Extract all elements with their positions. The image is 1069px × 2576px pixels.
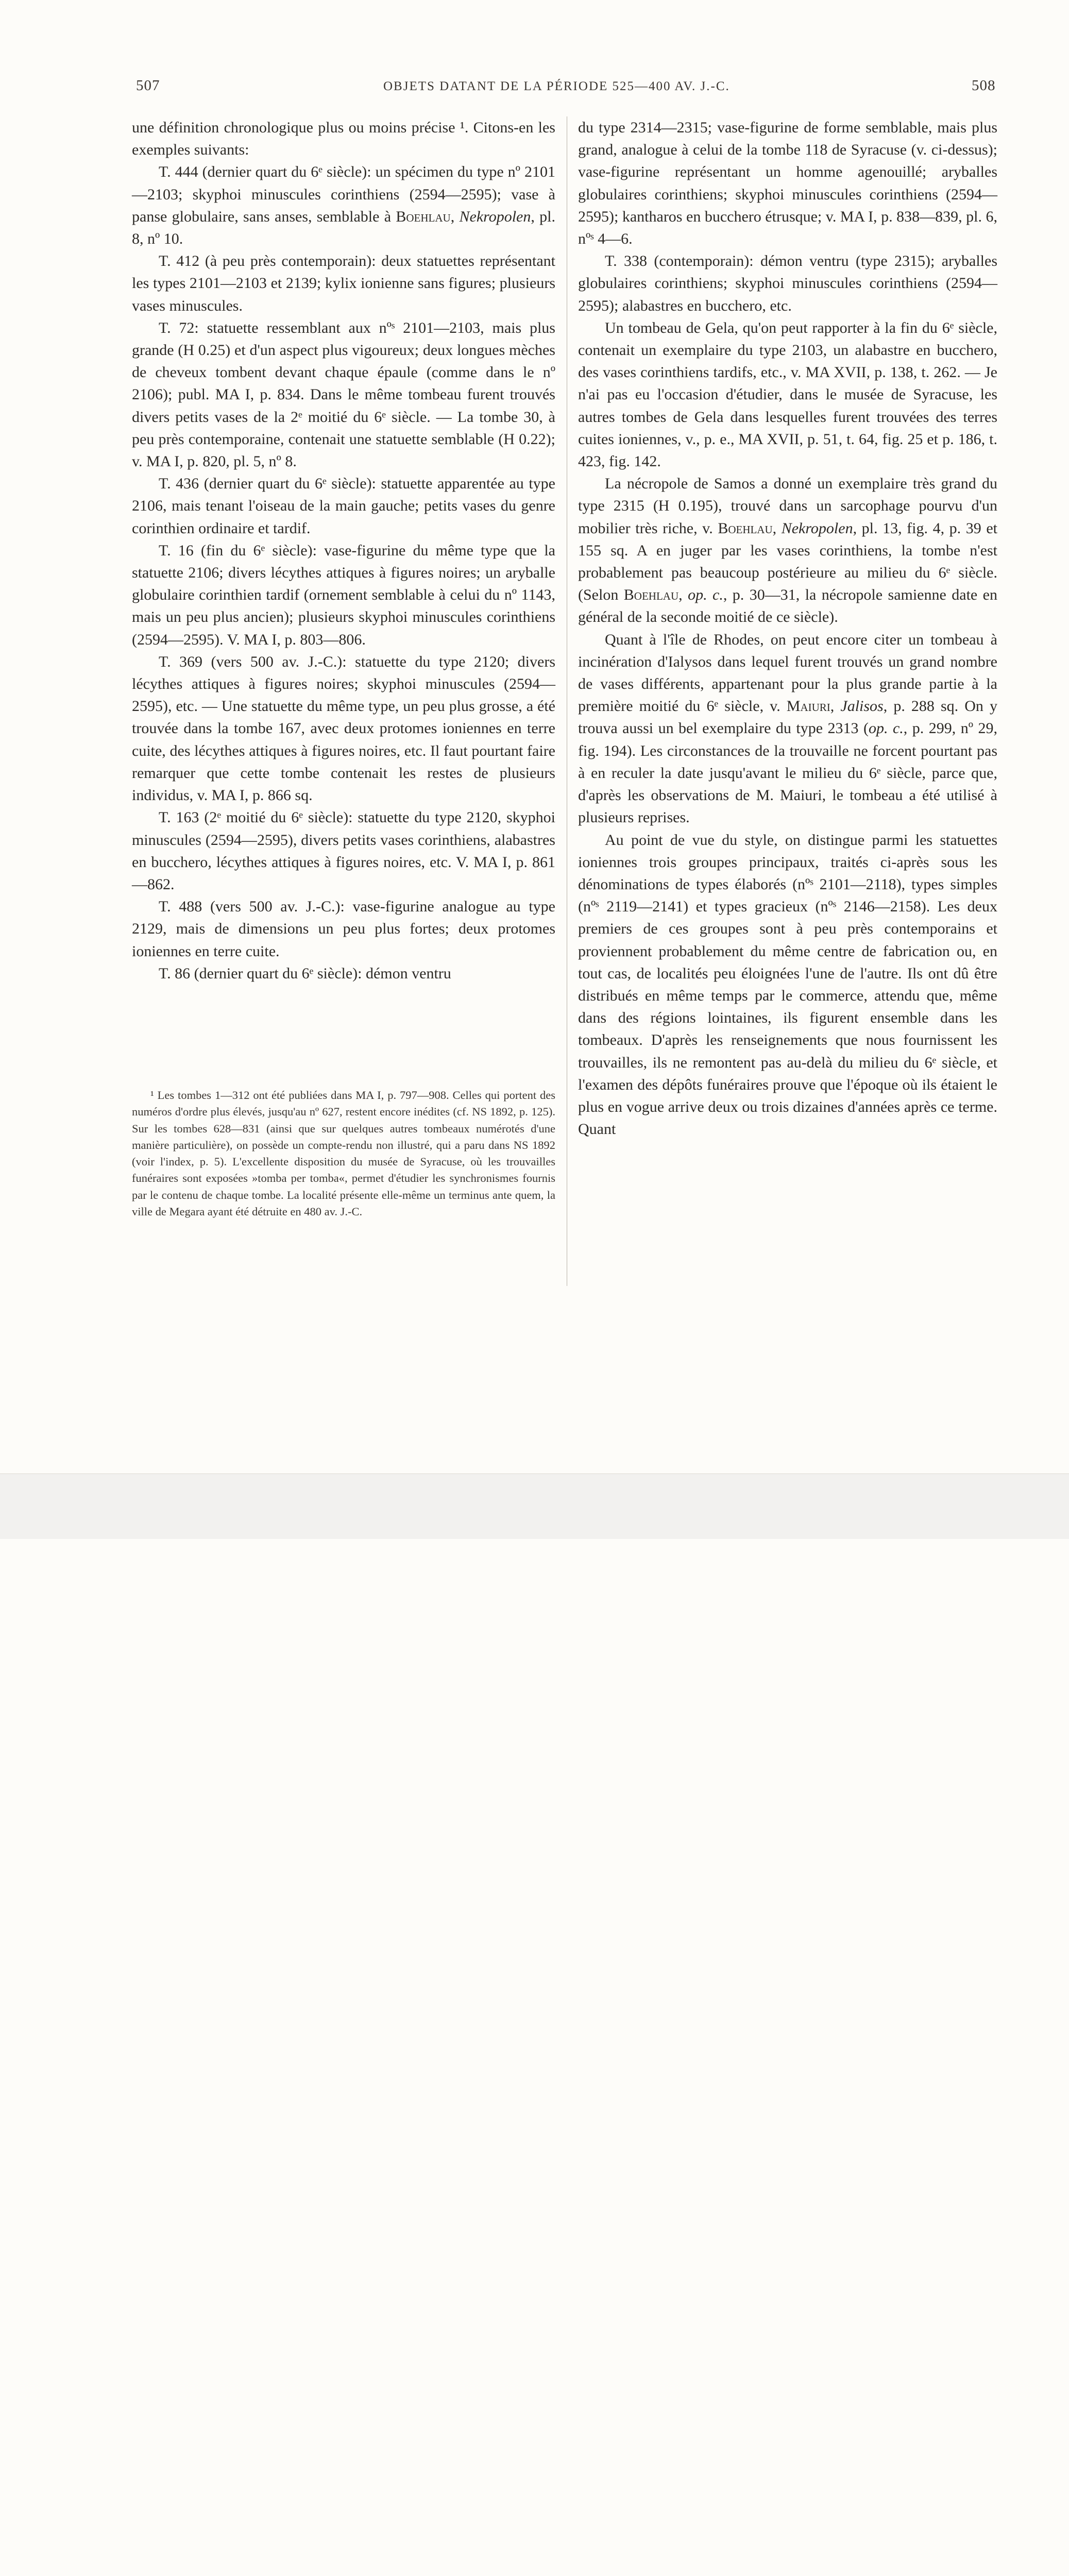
paragraph: La nécropole de Samos a donné un exemplaire très grand du type 2315 (H 0.195), trouvé dans un sarcophage pourvu d'un mobilier très riche, v. Boehlau, Nekropolen, pl. 13, fig. 4, p. 39 et 155 sq. A en juger par les vases corinthiens, la tombe n'est probablement pas beaucoup postérieure au milieu du 6ᵉ siècle. (Selon Boehlau, op. c., p. 30—31, la nécropole samienne date en général de la seconde moitié de ce siècle). (578, 475, 998, 626)
paragraph: Quant à l'île de Rhodes, on peut encore citer un tombeau à incinération d'Ialysos dans lequel furent trouvés un grand nombre de vases différents, appartenant pour la plus grande partie à la première moitié du 6ᵉ siècle, v. Maiuri, Jalisos, p. 288 sq. On y trouva aussi un bel exemplaire du type 2313 (op. c., p. 299, nº 29, fig. 194). Les circonstances de la trouvaille ne forcent pourtant pas à en reculer la date jusqu'avant le milieu du 6ᵉ siècle, parce que, d'après les observations de M. Maiuri, le tombeau a été utilisé à plusieurs reprises. (578, 631, 997, 826)
footnote: ¹ Les tombes 1—312 ont été publiées dans MA I, p. 797—908. Celles qui portent des numéros d'ordre plus élevés, jusqu'au nº 627, restent encore inédites (cf. NS 1892, p. 125). Sur les tombes 628—831 (ainsi que sur quelques autres tombeaux numérotés d'une manière particulière), on possède un compte-rendu non illustré, qui a paru dans NS 1892 (voir l'index, p. 5). L'excellente disposition du musée de Syracuse, où les trouvailles funéraires sont exposées »tomba per tomba«, permet d'étudier les synchronismes fournis par le contenu de chaque tombe. La localité présente elle-même un terminus ante quem, la ville de Megara ayant été détruite en 480 av. J.-C. (132, 1089, 555, 1218)
paragraph: T. 369 (vers 500 av. J.-C.): statuette du type 2120; divers lécythes attiques à figures noires; skyphoi minuscules (2594—2595), etc. — Une statuette du même type, un peu plus grosse, a été trouvée dans la tombe 167, avec deux protomes ioniennes en terre cuite, des lécythes attiques à figures noires, etc. Il faut pourtant faire remarquer que cette tombe contenait les restes de plusieurs individus, v. MA I, p. 866 sq. (132, 653, 555, 804)
left-column (132, 116, 555, 985)
paragraph: T. 16 (fin du 6ᵉ siècle): vase-figurine du même type que la statuette 2106; divers lécythes attiques à figures noires; un aryballe globulaire corinthien tardif (ornement semblable à celui du nº 1143, mais un peu plus ancien); plusieurs skyphoi minuscules corinthiens (2594—2595). V. MA I, p. 803—806. (132, 541, 555, 648)
page-number-left: 507 (136, 77, 160, 94)
paragraph: T. 444 (dernier quart du 6ᵉ siècle): un spécimen du type nº 2101—2103; skyphoi minuscules corinthiens (2594—2595); vase à panse globulaire, sans anses, semblable à Boehlau, Nekropolen, pl. 8, nº 10. (132, 163, 555, 248)
running-title: OBJETS DATANT DE LA PÉRIODE 525—400 AV. J.-C. (383, 79, 730, 93)
footer-bar (0, 1473, 1069, 1539)
page-number-right: 508 (972, 77, 996, 94)
paragraph: T. 86 (dernier quart du 6ᵉ siècle): démon ventru (159, 964, 451, 982)
paragraph: une définition chronologique plus ou moins précise ¹. Citons-en les exemples suivants: (132, 119, 555, 159)
paragraph: T. 338 (contemporain): démon ventru (type 2315); aryballes globulaires corinthiens; skyphoi minuscules corinthiens (2594—2595); alabastres en bucchero, etc. (578, 252, 997, 314)
paragraph: T. 72: statuette ressemblant aux nºˢ 2101—2103, mais plus grande (H 0.25) et d'un aspect plus vigoureux; deux longues mèches de cheveux tombent devant chaque épaule (comme dans le nº 2106); publ. MA I, p. 834. Dans le même tombeau furent trouvés divers petits vases de la 2ᵉ moitié du 6ᵉ siècle. — La tombe 30, à peu près contemporaine, contenait une statuette semblable (H 0.22); v. MA I, p. 820, pl. 5, nº 8. (132, 319, 555, 470)
paragraph: T. 163 (2ᵉ moitié du 6ᵉ siècle): statuette du type 2120, skyphoi minuscules (2594—2595), divers petits vases corinthiens, alabastres en bucchero, lécythes attiques à figures noires, etc. V. MA I, p. 861—862. (132, 809, 555, 893)
paragraph: Un tombeau de Gela, qu'on peut rapporter à la fin du 6ᵉ siècle, contenait un exemplaire du type 2103, un alabastre en bucchero, des vases corinthiens tardifs, etc., v. MA XVII, p. 138, t. 262. — Je n'ai pas eu l'occasion d'étudier, dans le musée de Syracuse, les autres tombes de Gela dans lesquelles furent trouvées des terres cuites ioniennes, v., p. e., MA XVII, p. 51, t. 64, fig. 25 et p. 186, t. 423, fig. 142. (578, 319, 997, 470)
paragraph: T. 412 (à peu près contemporain): deux statuettes représentant les types 2101—2103 et 2139; kylix ionienne sans figures; plusieurs vases minuscules. (132, 252, 555, 314)
paragraph: T. 488 (vers 500 av. J.-C.): vase-figurine analogue au type 2129, mais de dimensions un peu plus fortes; deux protomes ioniennes en terre cuite. (132, 898, 555, 960)
right-column (578, 116, 997, 1140)
paragraph: du type 2314—2315; vase-figurine de forme semblable, mais plus grand, analogue à celui de la tombe 118 de Syracuse (v. ci-dessus); vase-figurine représentant un homme agenouillé; aryballes globulaires corinthiens; skyphoi minuscules corinthiens (2594—2595); kantharos en bucchero étrusque; v. MA I, p. 838—839, pl. 6, nºˢ 4—6. (578, 119, 997, 248)
paragraph: T. 436 (dernier quart du 6ᵉ siècle): statuette apparentée au type 2106, mais tenant l'oiseau de la main gauche; petits vases du genre corinthien ordinaire et tardif. (132, 475, 555, 537)
paragraph: Au point de vue du style, on distingue parmi les statuettes ioniennes trois groupes principaux, traités ci-après sous les dénominations de types élaborés (nºˢ 2101—2118), types simples (nºˢ 2119—2141) et types gracieux (nºˢ 2146—2158). Les deux premiers de ces groupes sont à peu près contemporains et proviennent probablement du même centre de fabrication ou, en tout cas, de localités peu éloignées l'une de l'autre. Ils ont dû être distribués en même temps par le commerce, attendu que, même dans des régions lointaines, ils figurent ensemble dans les tombeaux. D'après les renseignements que nous fournissent les trouvailles, ils ne remontent pas au-delà du milieu du 6ᵉ siècle, et l'examen des dépôts funéraires prouve que l'époque où ils étaient le plus en vogue arrive deux ou trois dizaines d'années après ce terme. Quant (578, 831, 997, 1138)
